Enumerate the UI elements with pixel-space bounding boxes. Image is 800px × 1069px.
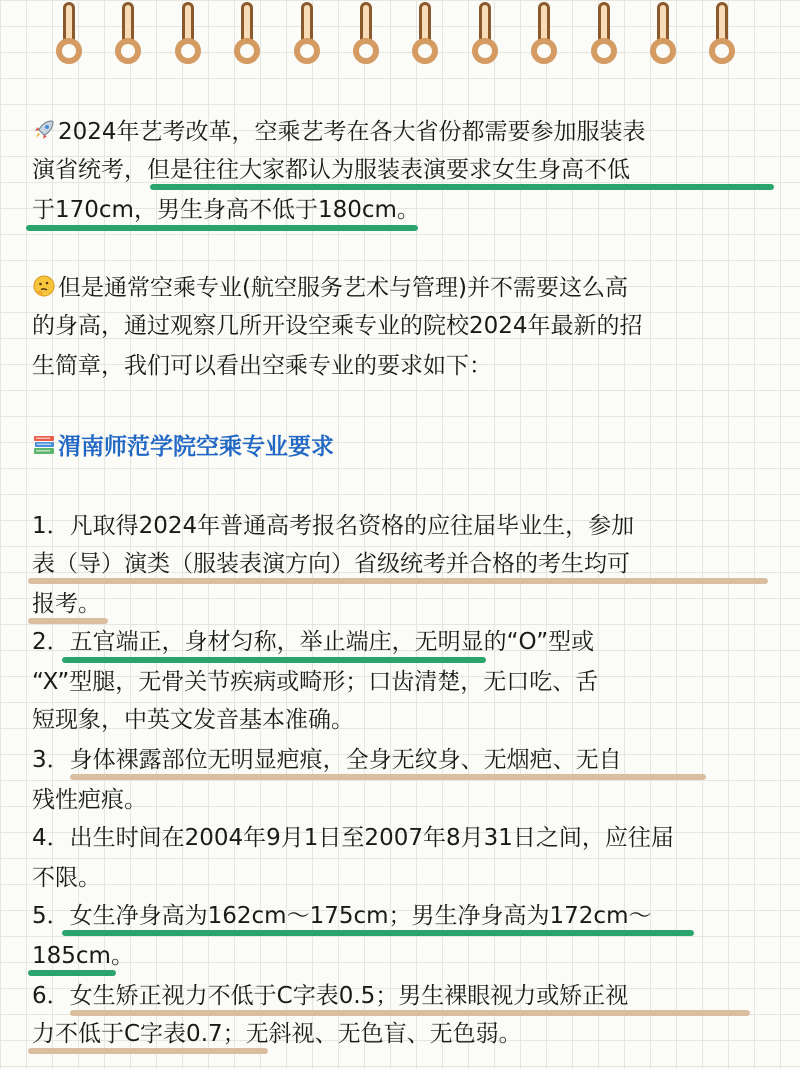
req-line-12	[32, 940, 134, 972]
binder-ring	[111, 2, 145, 74]
ring-hole	[175, 38, 201, 64]
green-underline	[28, 970, 116, 976]
binder-ring	[349, 2, 383, 74]
req-line-11	[32, 900, 651, 932]
green-underline	[150, 184, 774, 190]
binder-rings	[0, 0, 800, 82]
intro-line-1	[32, 116, 646, 148]
tan-underline	[28, 1048, 268, 1054]
rocket-icon	[32, 118, 56, 142]
green-underline	[62, 930, 694, 936]
req-line-3	[32, 588, 101, 620]
section-heading	[32, 428, 334, 461]
intro-line-2	[32, 154, 630, 186]
req-line-7	[32, 744, 622, 776]
req-text: 2．五官端正，身材匀称，举止端庄，无明显的“O”型或	[32, 629, 595, 655]
intro-text-2: 演省统考，但是往往大家都认为服装表演要求女生身高不低	[32, 157, 630, 183]
req-text: “X”型腿，无骨关节疾病或畸形；口齿清楚，无口吃、舌	[32, 669, 599, 695]
binder-ring	[468, 2, 502, 74]
req-line-2	[32, 548, 630, 580]
binder-ring	[171, 2, 205, 74]
req-text: 报考。	[32, 591, 101, 617]
ring-hole	[353, 38, 379, 64]
intro-text-3: 于170cm，男生身高不低于180cm。	[32, 197, 420, 223]
req-line-5	[32, 666, 598, 698]
green-underline	[26, 225, 418, 231]
req-text: 表（导）演类（服装表演方向）省级统考并合格的考生均可	[32, 551, 630, 577]
ring-hole	[591, 38, 617, 64]
req-line-13	[32, 980, 628, 1012]
ring-hole	[472, 38, 498, 64]
req-line-6	[32, 704, 354, 736]
note-line-3	[32, 350, 492, 382]
binder-ring	[230, 2, 264, 74]
ring-hole	[531, 38, 557, 64]
req-line-14	[32, 1018, 522, 1050]
ring-hole	[650, 38, 676, 64]
ring-hole	[115, 38, 141, 64]
binder-ring	[705, 2, 739, 74]
intro-line-3	[32, 194, 420, 226]
req-text: 不限。	[32, 865, 101, 891]
tan-underline	[28, 618, 108, 624]
req-line-8	[32, 784, 147, 816]
req-text: 残性疤痕。	[32, 787, 147, 813]
ring-hole	[56, 38, 82, 64]
tan-underline	[70, 1010, 750, 1016]
req-text: 4．出生时间在2004年9月1日至2007年8月31日之间，应往届	[32, 825, 674, 851]
binder-ring	[587, 2, 621, 74]
req-text: 185cm。	[32, 943, 134, 969]
binder-ring	[527, 2, 561, 74]
intro-text-1: 2024年艺考改革，空乘艺考在各大省份都需要参加服装表	[58, 119, 646, 145]
note-text-3: 生简章，我们可以看出空乘专业的要求如下：	[32, 353, 492, 379]
note-text-1: 但是通常空乘专业(航空服务艺术与管理)并不需要这么高	[58, 275, 628, 301]
ring-hole	[294, 38, 320, 64]
req-text: 5．女生净身高为162cm～175cm；男生净身高为172cm～	[32, 903, 652, 929]
ring-hole	[234, 38, 260, 64]
req-line-9	[32, 822, 674, 854]
req-text: 6．女生矫正视力不低于C字表0.5；男生裸眼视力或矫正视	[32, 983, 629, 1009]
heading-text: 渭南师范学院空乘专业要求	[58, 434, 334, 460]
note-line-2	[32, 310, 643, 342]
green-underline	[62, 657, 486, 663]
note-text-2: 的身高，通过观察几所开设空乘专业的院校2024年最新的招	[32, 313, 643, 339]
req-line-1	[32, 510, 634, 542]
binder-ring	[408, 2, 442, 74]
binder-ring	[290, 2, 324, 74]
binder-ring	[646, 2, 680, 74]
req-text: 3．身体裸露部位无明显疤痕，全身无纹身、无烟疤、无自	[32, 747, 622, 773]
tan-underline	[28, 578, 768, 584]
req-line-4	[32, 626, 594, 658]
req-line-10	[32, 862, 101, 894]
binder-ring	[52, 2, 86, 74]
ring-hole	[709, 38, 735, 64]
thinking-face-icon	[32, 274, 56, 298]
books-icon	[32, 433, 56, 457]
note-line-1	[32, 272, 628, 304]
req-text: 短现象，中英文发音基本准确。	[32, 707, 354, 733]
ring-hole	[412, 38, 438, 64]
req-text: 1．凡取得2024年普通高考报名资格的应往届毕业生，参加	[32, 513, 635, 539]
tan-underline	[70, 774, 706, 780]
req-text: 力不低于C字表0.7；无斜视、无色盲、无色弱。	[32, 1021, 522, 1047]
